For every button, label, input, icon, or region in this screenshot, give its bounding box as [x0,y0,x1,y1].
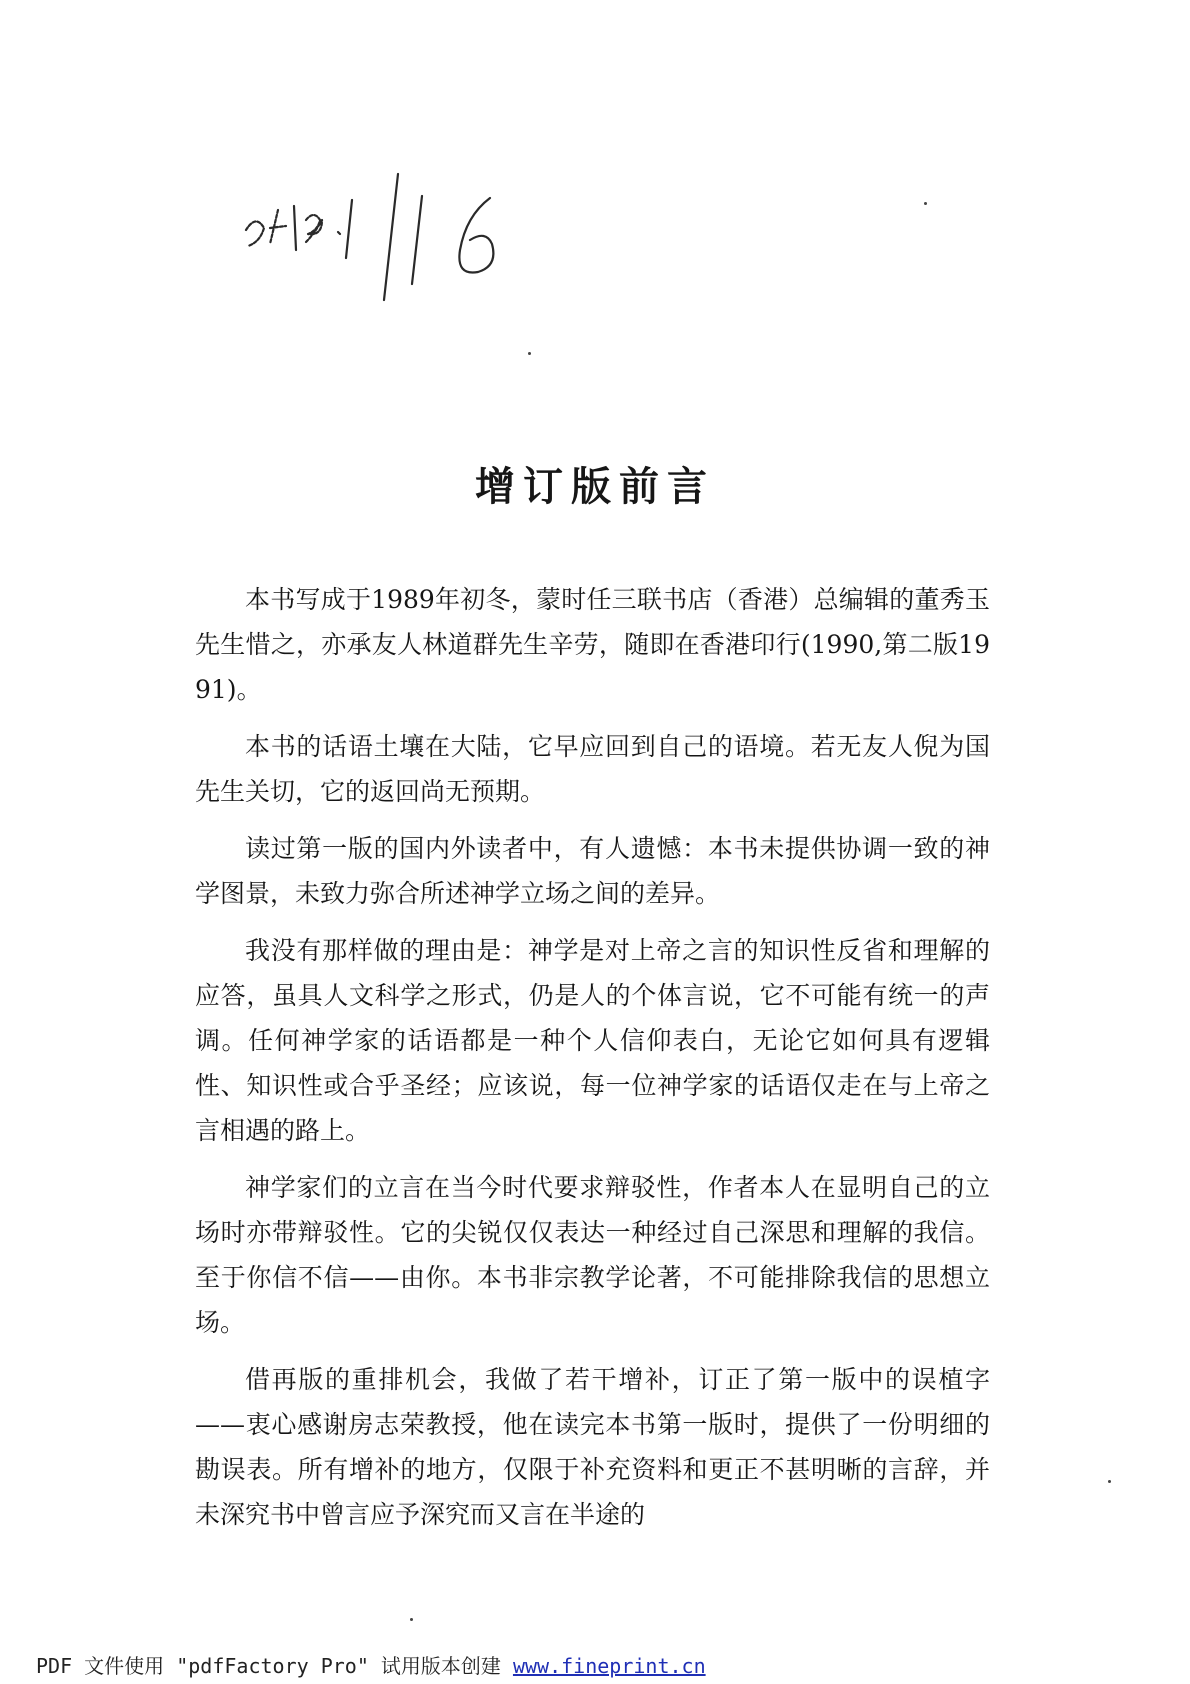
scan-speck [924,202,927,205]
paragraph: 我没有那样做的理由是：神学是对上帝之言的知识性反省和理解的应答，虽具人文科学之形式，仍是人的个体言说，它不可能有统一的声调。任何神学家的话语都是一种个人信仰表白，无论它如何具有逻辑性、知识性或合乎圣经；应该说，每一位神学家的话语仅走在与上帝之言相遇的路上。 [195,936,990,1145]
preface-title: 增订版前言 [475,463,715,510]
scan-speck [410,1618,413,1621]
paragraph: 读过第一版的国内外读者中，有人遗憾：本书未提供协调一致的神学图景，未致力弥合所述神学立场之间的差异。 [195,834,990,908]
paragraph: 本书写成于1989年初冬，蒙时任三联书店（香港）总编辑的董秀玉先生惜之，亦承友人林道群先生辛劳，随即在香港印行(1990,第二版1991)。 [195,585,990,704]
footer-text: PDF 文件使用 "pdfFactory Pro" 试用版本创建 [36,1654,513,1678]
paragraph: 借再版的重排机会，我做了若干增补，订正了第一版中的误植字——衷心感谢房志荣教授，他在读完本书第一版时，提供了一份明细的勘误表。所有增补的地方，仅限于补充资料和更正不甚明晰的言辞，并未深究书中曾言应予深究而又言在半途的 [195,1365,990,1529]
paragraph: 神学家们的立言在当今时代要求辩驳性，作者本人在显明自己的立场时亦带辩驳性。它的尖锐仅仅表达一种经过自己深思和理解的我信。至于你信不信——由你。本书非宗教学论著，不可能排除我信的思想立场。 [195,1173,990,1337]
handwritten-call-number [240,170,560,310]
scan-speck [1108,1480,1111,1483]
pdf-footer [36,1650,706,1679]
footer-link[interactable]: www.fineprint.cn [512,1654,706,1678]
paragraph: 本书的话语土壤在大陆，它早应回到自己的语境。若无友人倪为国先生关切，它的返回尚无预期。 [195,732,990,806]
scan-speck [528,352,531,355]
preface-body [195,577,990,1537]
